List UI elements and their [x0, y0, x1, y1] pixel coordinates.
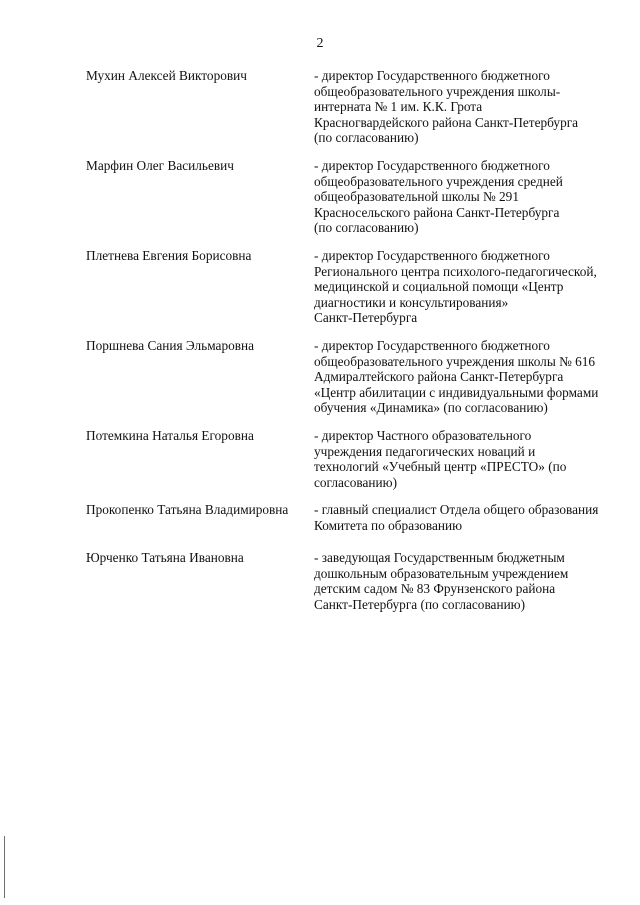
- member-position: - директор Государственного бюджетного общеобразовательного учреждения школы- интерната № 1 им. К.К. Грота Красногвардейского района Санкт-Петербурга (по согласованию): [314, 68, 579, 146]
- member-name: Прокопенко Татьяна Владимировна: [86, 502, 289, 517]
- member-name: Юрченко Татьяна Ивановна: [86, 550, 244, 565]
- member-position: - директор Государственного бюджетного общеобразовательного учреждения средней общеобразовательной школы № 291 Красносельского района Санкт-Петербурга (по согласованию): [314, 158, 563, 236]
- member-position: - заведующая Государственным бюджетным дошкольным образовательным учреждением детским садом № 83 Фрунзенского района Санкт-Петербурга (по согласованию): [314, 550, 569, 612]
- member-list: [86, 68, 606, 614]
- member-name: Плетнева Евгения Борисовна: [86, 248, 252, 263]
- member-entry: [86, 338, 606, 428]
- member-entry: [86, 550, 606, 614]
- member-name: Потемкина Наталья Егоровна: [86, 428, 254, 443]
- member-entry: [86, 428, 606, 502]
- member-position: - директор Частного образовательного учреждения педагогических новаций и технологий «Учебный центр «ПРЕСТО» (по согласованию): [314, 428, 567, 490]
- member-position: - главный специалист Отдела общего образования Комитета по образованию: [314, 502, 599, 533]
- member-entry: [86, 248, 606, 338]
- member-entry: [86, 502, 606, 550]
- member-entry: [86, 158, 606, 248]
- member-entry: [86, 68, 606, 158]
- page-number: 2: [316, 36, 324, 51]
- scan-edge-line: [4, 836, 5, 898]
- member-position: - директор Государственного бюджетного Регионального центра психолого-педагогической, медицинской и социальной помощи «Центр диагностики и консультирования» Санкт-Петербурга: [314, 248, 597, 326]
- member-position: - директор Государственного бюджетного общеобразовательного учреждения школы № 616 Адмиралтейского района Санкт-Петербурга «Центр абилитации с индивидуальными формами обучения «Динамика» (по согласованию): [314, 338, 599, 416]
- member-name: Марфин Олег Васильевич: [86, 158, 234, 173]
- member-name: Мухин Алексей Викторович: [86, 68, 247, 83]
- member-name: Поршнева Сания Эльмаровна: [86, 338, 255, 353]
